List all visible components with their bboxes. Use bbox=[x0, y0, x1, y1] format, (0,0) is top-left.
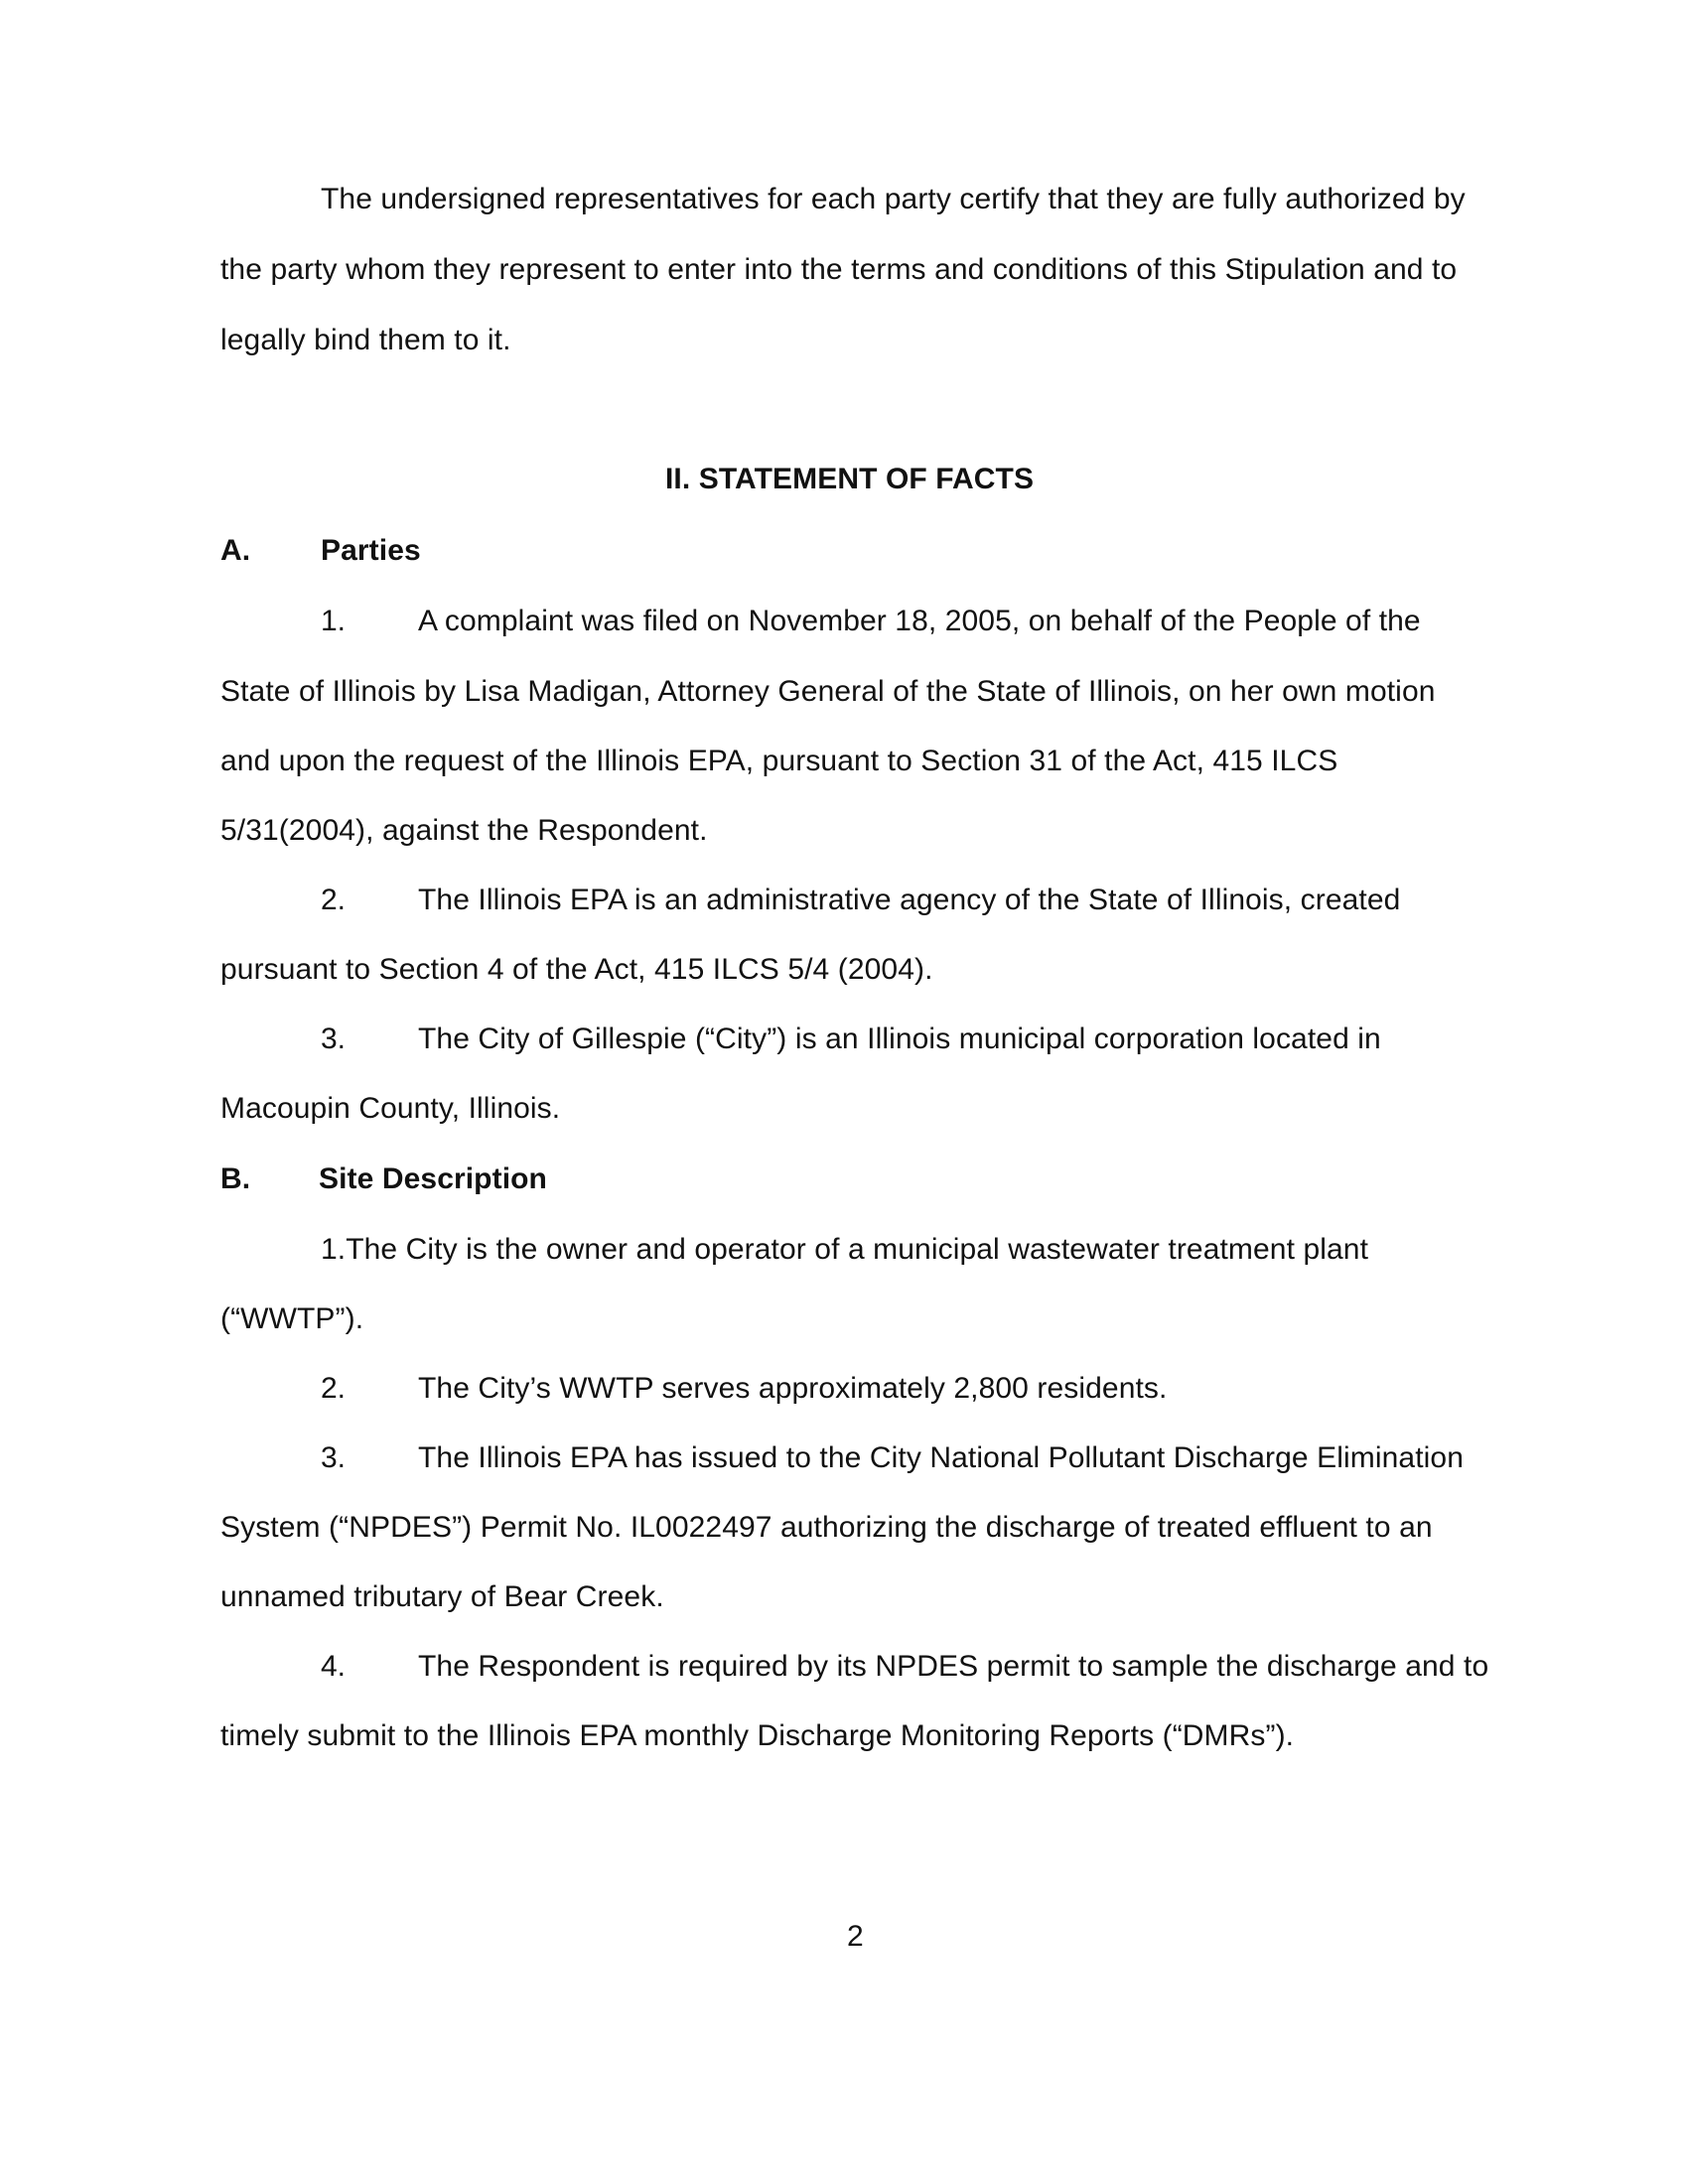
page-number: 2 bbox=[847, 1920, 864, 1953]
subsection-b-title: Site Description bbox=[319, 1162, 547, 1195]
item-number: 1. bbox=[321, 605, 347, 637]
item-number: 2. bbox=[321, 884, 347, 916]
item-number: 2. bbox=[321, 1372, 347, 1405]
paragraph-line: State of Illinois by Lisa Madigan, Attorney General of the State of Illinois, on her own motion bbox=[220, 675, 1436, 708]
paragraph-line: timely submit to the Illinois EPA monthly Discharge Monitoring Reports (“DMRs”). bbox=[220, 1719, 1295, 1752]
paragraph-line: The Illinois EPA is an administrative agency of the State of Illinois, created bbox=[418, 884, 1401, 916]
paragraph-line: 5/31(2004), against the Respondent. bbox=[220, 814, 708, 847]
paragraph-line: (“WWTP”). bbox=[220, 1302, 364, 1335]
paragraph-line: The City of Gillespie (“City”) is an Illinois municipal corporation located in bbox=[418, 1023, 1381, 1055]
intro-line-2: the party whom they represent to enter into the terms and conditions of this Stipulation and to bbox=[220, 253, 1458, 286]
section-heading: II. STATEMENT OF FACTS bbox=[665, 463, 1035, 495]
paragraph-line: 1.The City is the owner and operator of a municipal wastewater treatment plant bbox=[321, 1233, 1369, 1266]
item-number: 3. bbox=[321, 1441, 347, 1474]
paragraph-line: The Respondent is required by its NPDES permit to sample the discharge and to bbox=[418, 1650, 1489, 1683]
paragraph-line: The Illinois EPA has issued to the City National Pollutant Discharge Elimination bbox=[418, 1441, 1464, 1474]
paragraph-line: A complaint was filed on November 18, 2005, on behalf of the People of the bbox=[418, 605, 1421, 637]
subsection-b-letter: B. bbox=[220, 1162, 251, 1195]
subsection-a-title: Parties bbox=[321, 534, 421, 567]
paragraph-line: The City’s WWTP serves approximately 2,800 residents. bbox=[418, 1372, 1168, 1405]
subsection-a-letter: A. bbox=[220, 534, 251, 567]
item-number: 3. bbox=[321, 1023, 347, 1055]
paragraph-line: pursuant to Section 4 of the Act, 415 ILCS 5/4 (2004). bbox=[220, 953, 933, 986]
paragraph-line: Macoupin County, Illinois. bbox=[220, 1092, 561, 1125]
paragraph-line: unnamed tributary of Bear Creek. bbox=[220, 1580, 664, 1613]
paragraph-line: and upon the request of the Illinois EPA, pursuant to Section 31 of the Act, 415 ILCS bbox=[220, 745, 1338, 777]
intro-line-1: The undersigned representatives for each party certify that they are fully authorized by bbox=[321, 183, 1466, 215]
intro-line-3: legally bind them to it. bbox=[220, 324, 511, 356]
paragraph-line: System (“NPDES”) Permit No. IL0022497 authorizing the discharge of treated effluent to an bbox=[220, 1511, 1433, 1544]
item-number: 4. bbox=[321, 1650, 347, 1683]
